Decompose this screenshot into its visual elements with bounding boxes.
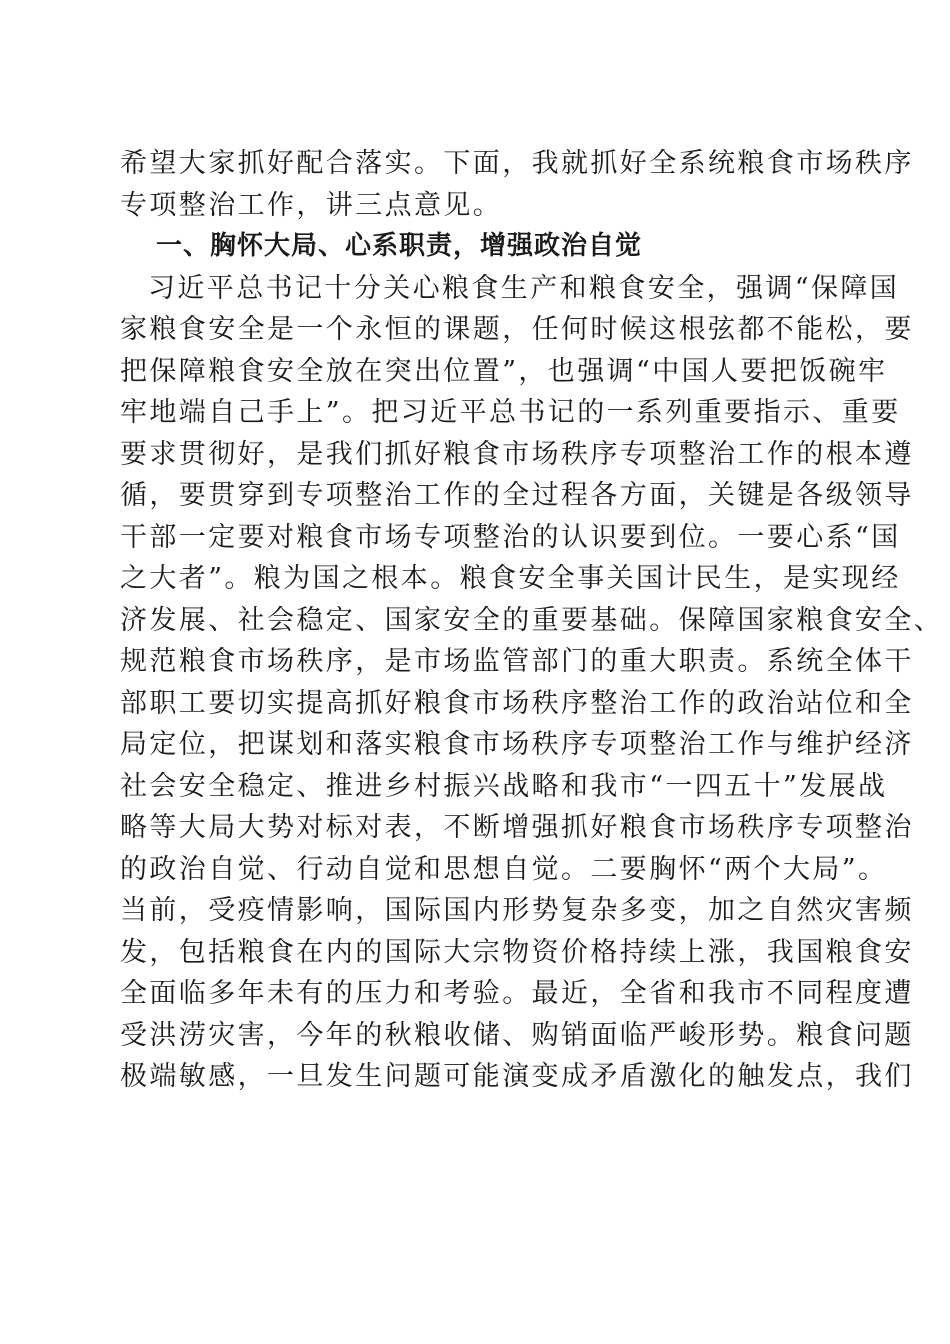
text-line: 希望大家抓好配合落实。下面，我就抓好全系统粮食市场秩序 xyxy=(120,148,914,179)
text-line: 家粮食安全是一个永恒的课题，任何时候这根弦都不能松，要 xyxy=(120,314,914,345)
section-heading: 一、胸怀大局、心系职责，增强政治自觉 xyxy=(156,231,643,261)
text-line: 当前，受疫情影响，国际国内形势复杂多变，加之自然灾害频 xyxy=(120,895,914,926)
document-body xyxy=(120,143,944,1098)
text-line: 局定位，把谋划和落实粮食市场秩序专项整治工作与维护经济 xyxy=(120,729,914,760)
text-line: 社会安全稳定、推进乡村振兴战略和我市“一四五十”发展战 xyxy=(120,770,888,802)
text-line: 极端敏感，一旦发生问题可能演变成矛盾激化的触发点，我们 xyxy=(120,1061,914,1092)
text-line: 济发展、社会稳定、国家安全的重要基础。保障国家粮食安全、 xyxy=(120,604,944,636)
text-line: 专项整治工作，讲三点意见。 xyxy=(120,189,503,221)
text-line: 干部一定要对粮食市场专项整治的认识要到位。一要心系“国 xyxy=(120,521,901,553)
text-line: 全面临多年未有的压力和考验。最近，全省和我市不同程度遭 xyxy=(120,978,914,1009)
text-line: 牢地端自己手上”。把习近平总书记的一系列重要指示、重要 xyxy=(120,397,901,428)
text-line: 要求贯彻好，是我们抓好粮食市场秩序专项整治工作的根本遵 xyxy=(120,438,914,470)
text-line: 循，要贯穿到专项整治工作的全过程各方面，关键是各级领导 xyxy=(120,480,914,511)
text-line: 受洪涝灾害，今年的秋粮收储、购销面临严峻形势。粮食问题 xyxy=(120,1019,914,1051)
text-line: 的政治自觉、行动自觉和思想自觉。二要胸怀“两个大局”。 xyxy=(120,853,888,885)
text-line: 发，包括粮食在内的国际大宗物资价格持续上涨，我国粮食安 xyxy=(120,936,914,968)
text-line: 规范粮食市场秩序，是市场监管部门的重大职责。系统全体干 xyxy=(120,646,914,677)
paragraph-first-line: 习近平总书记十分关心粮食生产和粮食安全，强调“保障国 xyxy=(148,272,900,304)
text-line: 把保障粮食安全放在突出位置”，也强调“中国人要把饭碗牢 xyxy=(120,355,888,387)
text-line: 部职工要切实提高抓好粮食市场秩序整治工作的政治站位和全 xyxy=(120,687,914,719)
text-line: 之大者”。粮为国之根本。粮食安全事关国计民生，是实现经 xyxy=(120,563,901,594)
text-line: 略等大局大势对标对表，不断增强抓好粮食市场秩序专项整治 xyxy=(120,812,914,843)
